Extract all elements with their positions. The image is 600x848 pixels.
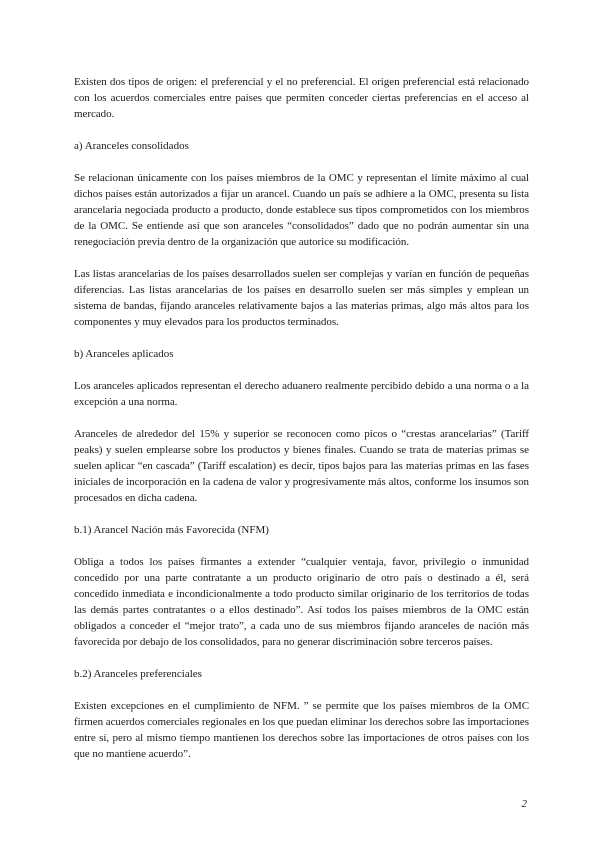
paragraph-tariff-lists: Las listas arancelarias de los países desarrollados suelen ser complejas y varían en función de pequeñas diferencias. Las listas arancelarias de los países en desarrollo suelen ser más simples y emplean un sistema de bandas, fijando aranceles relativamente bajos a las materias primas, algo más altos para los componentes y muy elevados para los productos terminados.	[74, 268, 529, 328]
document-body	[74, 74, 529, 778]
heading-consolidated-tariffs: a) Aranceles consolidados	[74, 140, 189, 152]
paragraph-applied-definition: Los aranceles aplicados representan el derecho aduanero realmente percibido debido a una norma o a la excepción a una norma.	[74, 380, 529, 408]
heading-preferential-tariffs: b.2) Aranceles preferenciales	[74, 668, 202, 680]
paragraph-preferential-definition: Existen excepciones en el cumplimiento de NFM. ” se permite que los países miembros de la OMC firmen acuerdos comerciales regionales en los que puedan eliminar los derechos sobre las importaciones entre sí, pero al mismo tiempo mantienen los derechos sobre las importaciones de otros países con los que no mantiene acuerdo”.	[74, 700, 529, 760]
paragraph-nfm-definition: Obliga a todos los países firmantes a extender “cualquier ventaja, favor, privilegio o inmunidad concedido por una parte contratante a un producto originario de otro país o destinado a él, será concedido inmediata e incondicionalmente a todo producto similar originario de los territorios de todas las demás partes contratantes o a ellos destinado”. Así todos los países miembros de la OMC están obligados a conceder el “mejor trato”, a cada uno de sus miembros fijando aranceles de nación más favorecida por debajo de los consolidados, para no generar discriminación sobre terceros países.	[74, 556, 529, 648]
paragraph-tariff-peaks: Aranceles de alrededor del 15% y superior se reconocen como picos o “crestas arancelarias” (Tariff peaks) y suelen emplearse sobre los productos y bienes finales. Cuando se trata de materias primas se suelen aplicar “en cascada” (Tariff escalation) es decir, tipos bajos para las materias primas en las fases iniciales de incorporación en la cadena de valor y progresivamente más altos, conforme los insumos son procesados en dicha cadena.	[74, 428, 529, 504]
heading-nfm-tariff: b.1) Arancel Nación más Favorecida (NFM)	[74, 524, 269, 536]
paragraph-consolidated-definition: Se relacionan únicamente con los países miembros de la OMC y representan el límite máximo al cual dichos países están autorizados a fijar un arancel. Cuando un país se adhiere a la OMC, presenta su lista arancelaria negociada producto a producto, donde establece sus tipos comprometidos con los miembros de la OMC. Se entiende así que son aranceles “consolidados” dado que no podrán aumentar sin una renegociación previa dentro de la organización que autorice su modificación.	[74, 172, 529, 248]
heading-applied-tariffs: b) Aranceles aplicados	[74, 348, 174, 360]
paragraph-origin-types: Existen dos tipos de origen: el preferencial y el no preferencial. El origen preferencial está relacionado con los acuerdos comerciales entre países que permiten conceder ciertas preferencias en el acceso al mercado.	[74, 76, 529, 120]
page-number: 2	[521, 798, 527, 810]
